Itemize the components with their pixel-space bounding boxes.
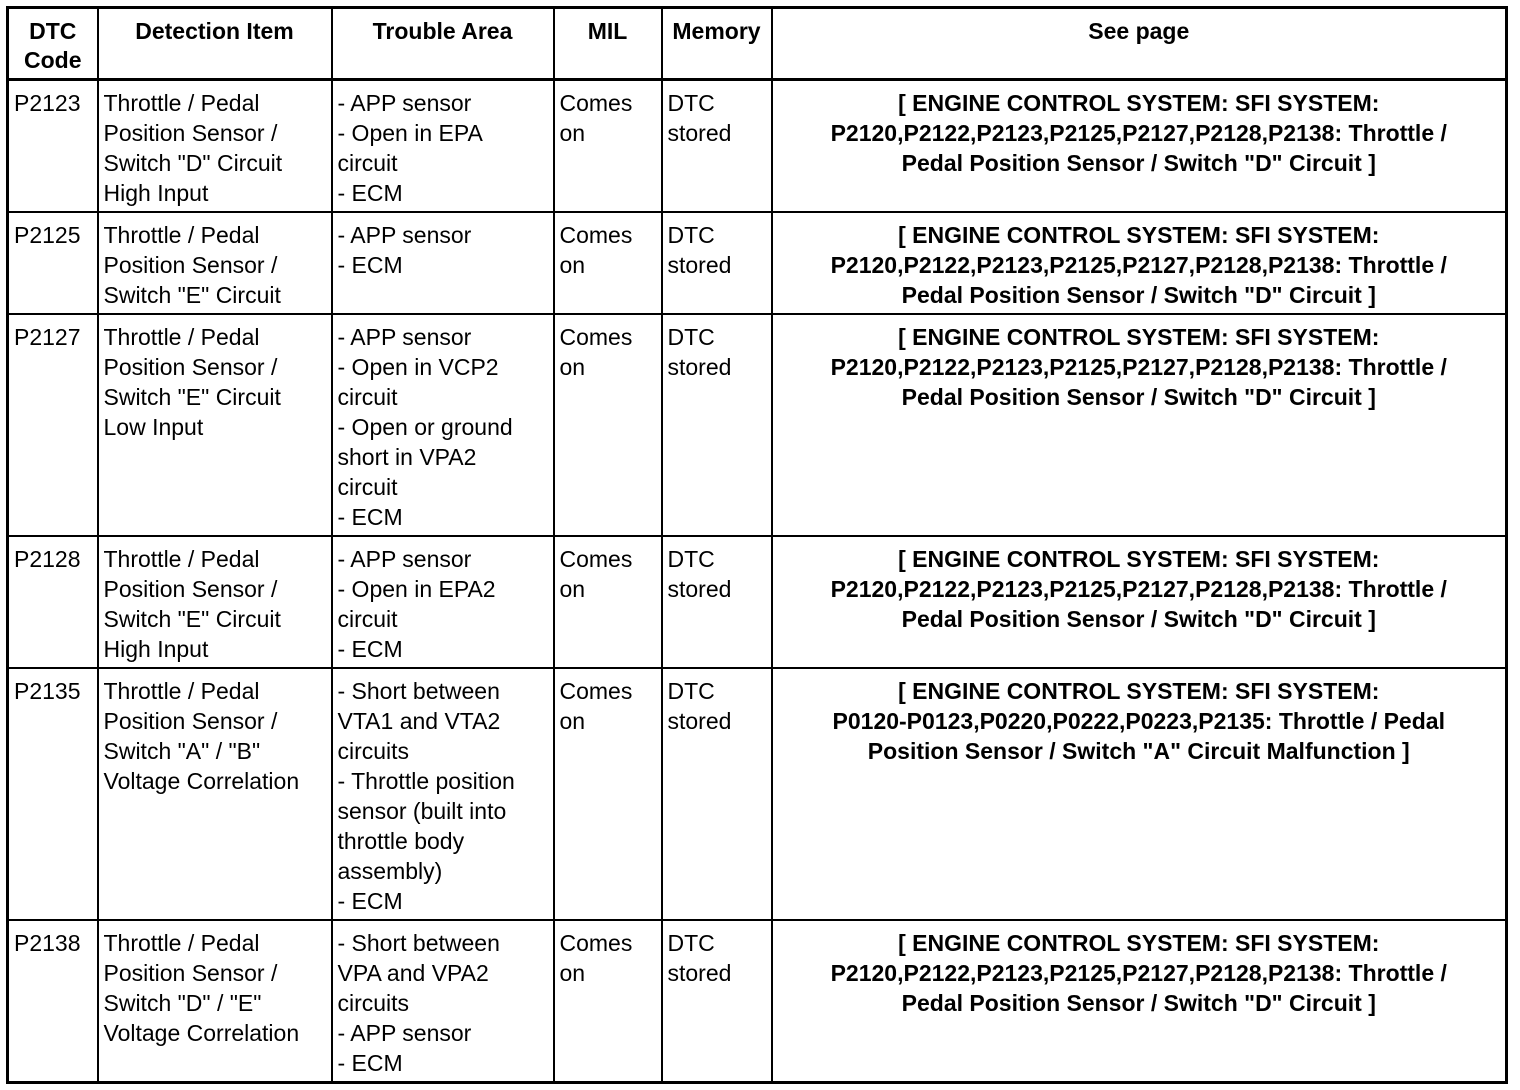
memory-cell [662,920,772,1083]
mil-cell-line: Comes [559,545,633,572]
see-page-cell-line: P0120-P0123,P0220,P0222,P0223,P2135: Throttle / Pedal [832,707,1445,734]
dtc-table [6,6,1508,1084]
see-page-cell-line: [ ENGINE CONTROL SYSTEM: SFI SYSTEM: [898,545,1380,572]
detection-item-cell [98,668,332,920]
header-row [8,8,1507,80]
table-body [8,80,1507,1083]
trouble-area-cell [332,212,554,314]
mil-cell-line: Comes [559,677,633,704]
see-page-cell [772,920,1507,1083]
see-page-cell-line: [ ENGINE CONTROL SYSTEM: SFI SYSTEM: [898,90,1380,116]
detection-item-cell-line: Position Sensor / [103,959,278,986]
trouble-area-cell-line: circuit [337,383,398,410]
detection-item-cell-line: Position Sensor / [103,120,278,146]
table-row [8,536,1507,668]
trouble-area-cell-line: - ECM [337,635,403,662]
header-dtc-code-line: Code [24,47,82,73]
memory-cell-line: DTC [667,677,715,704]
memory-cell-line: DTC [667,929,715,956]
mil-cell-line: Comes [559,90,633,116]
trouble-area-cell-line: - ECM [337,887,403,914]
detection-item-cell-line: Switch "E" Circuit [103,281,281,308]
trouble-area-cell-line: throttle body [337,827,465,854]
mil-cell-line: on [559,707,586,734]
trouble-area-cell-line: - Open in EPA [337,120,483,146]
memory-cell [662,314,772,536]
dtc-code-cell: P2125 [8,212,98,314]
trouble-area-cell-line: circuit [337,473,398,500]
detection-item-cell [98,314,332,536]
header-memory: Memory [662,8,772,80]
trouble-area-cell-line: - APP sensor [337,323,472,350]
mil-cell-line: on [559,251,586,278]
trouble-area-cell-line: VPA and VPA2 [337,959,489,986]
memory-cell [662,668,772,920]
mil-cell-line: on [559,353,586,380]
memory-cell-line: DTC [667,90,715,116]
detection-item-cell-line: Position Sensor / [103,353,278,380]
see-page-cell-line: Pedal Position Sensor / Switch "D" Circuit ] [901,605,1376,632]
dtc-code-cell: P2138 [8,920,98,1083]
trouble-area-cell [332,314,554,536]
mil-cell-line: Comes [559,929,633,956]
mil-cell [554,536,662,668]
trouble-area-cell-line: circuit [337,605,398,632]
memory-cell-line: DTC [667,545,715,572]
mil-cell [554,212,662,314]
trouble-area-cell-line: - ECM [337,251,403,278]
detection-item-cell-line: Throttle / Pedal [103,221,260,248]
see-page-cell-line: [ ENGINE CONTROL SYSTEM: SFI SYSTEM: [898,323,1380,350]
detection-item-cell-line: Switch "D" / "E" [103,989,262,1016]
table-row [8,920,1507,1083]
header-mil: MIL [554,8,662,80]
detection-item-cell-line: Voltage Correlation [103,767,300,794]
mil-cell-line: Comes [559,323,633,350]
detection-item-cell-line: Voltage Correlation [103,1019,300,1046]
table-row [8,212,1507,314]
memory-cell-line: DTC [667,323,715,350]
trouble-area-cell-line: short in VPA2 [337,443,477,470]
detection-item-cell [98,80,332,212]
detection-item-cell-line: Position Sensor / [103,251,278,278]
trouble-area-cell-line: - Open in VCP2 [337,353,499,380]
trouble-area-cell-line: - Throttle position [337,767,515,794]
see-page-cell-line: [ ENGINE CONTROL SYSTEM: SFI SYSTEM: [898,677,1380,704]
detection-item-cell-line: Throttle / Pedal [103,545,260,572]
memory-cell-line: stored [667,575,732,602]
see-page-cell [772,80,1507,212]
mil-cell-line: on [559,575,586,602]
trouble-area-cell-line: - ECM [337,1049,403,1076]
see-page-cell-line: P2120,P2122,P2123,P2125,P2127,P2128,P2138: Throttle / [830,959,1447,986]
see-page-cell [772,212,1507,314]
see-page-cell [772,536,1507,668]
trouble-area-cell [332,668,554,920]
see-page-cell-line: P2120,P2122,P2123,P2125,P2127,P2128,P2138: Throttle / [830,120,1447,146]
memory-cell [662,212,772,314]
see-page-cell-line: P2120,P2122,P2123,P2125,P2127,P2128,P2138: Throttle / [830,251,1447,278]
memory-cell-line: stored [667,707,732,734]
table-header [8,8,1507,80]
dtc-code-cell: P2128 [8,536,98,668]
detection-item-cell [98,212,332,314]
trouble-area-cell-line: - Short between [337,677,500,704]
mil-cell [554,920,662,1083]
detection-item-cell-line: Switch "A" / "B" [103,737,261,764]
trouble-area-cell-line: circuit [337,150,398,176]
trouble-area-cell-line: - ECM [337,180,403,206]
see-page-cell [772,314,1507,536]
mil-cell-line: on [559,959,586,986]
table-row [8,314,1507,536]
detection-item-cell-line: High Input [103,635,209,662]
see-page-cell-line: P2120,P2122,P2123,P2125,P2127,P2128,P2138: Throttle / [830,575,1447,602]
trouble-area-cell-line: sensor (built into [337,797,507,824]
detection-item-cell-line: Throttle / Pedal [103,90,260,116]
mil-cell [554,314,662,536]
detection-item-cell-line: Switch "D" Circuit [103,150,283,176]
dtc-code-cell: P2123 [8,80,98,212]
trouble-area-cell-line: - Short between [337,929,500,956]
dtc-code-cell: P2135 [8,668,98,920]
trouble-area-cell-line: - Open in EPA2 [337,575,496,602]
detection-item-cell [98,920,332,1083]
header-see-page: See page [772,8,1507,80]
header-trouble-area: Trouble Area [332,8,554,80]
see-page-cell-line: Position Sensor / Switch "A" Circuit Malfunction ] [867,737,1410,764]
trouble-area-cell-line: circuits [337,737,410,764]
see-page-cell [772,668,1507,920]
header-detection-item: Detection Item [98,8,332,80]
header-dtc-code-line: DTC [29,18,77,44]
trouble-area-cell-line: circuits [337,989,410,1016]
see-page-cell-line: [ ENGINE CONTROL SYSTEM: SFI SYSTEM: [898,929,1380,956]
see-page-cell-line: Pedal Position Sensor / Switch "D" Circuit ] [901,383,1376,410]
detection-item-cell-line: Throttle / Pedal [103,323,260,350]
see-page-cell-line: Pedal Position Sensor / Switch "D" Circuit ] [901,150,1376,176]
detection-item-cell-line: Position Sensor / [103,707,278,734]
memory-cell-line: stored [667,353,732,380]
trouble-area-cell [332,920,554,1083]
memory-cell [662,536,772,668]
mil-cell-line: Comes [559,221,633,248]
see-page-cell-line: P2120,P2122,P2123,P2125,P2127,P2128,P2138: Throttle / [830,353,1447,380]
memory-cell [662,80,772,212]
table-row [8,80,1507,212]
trouble-area-cell-line: assembly) [337,857,443,884]
trouble-area-cell [332,536,554,668]
detection-item-cell-line: Throttle / Pedal [103,677,260,704]
mil-cell [554,80,662,212]
detection-item-cell-line: Position Sensor / [103,575,278,602]
trouble-area-cell-line: - APP sensor [337,545,472,572]
mil-cell-line: on [559,120,586,146]
detection-item-cell-line: Switch "E" Circuit [103,383,281,410]
see-page-cell-line: Pedal Position Sensor / Switch "D" Circuit ] [901,281,1376,308]
detection-item-cell-line: Throttle / Pedal [103,929,260,956]
memory-cell-line: stored [667,959,732,986]
detection-item-cell-line: Switch "E" Circuit [103,605,281,632]
detection-item-cell-line: Low Input [103,413,204,440]
trouble-area-cell-line: - ECM [337,503,403,530]
trouble-area-cell-line: - Open or ground [337,413,513,440]
trouble-area-cell-line: VTA1 and VTA2 [337,707,501,734]
table-row [8,668,1507,920]
memory-cell-line: stored [667,251,732,278]
header-dtc-code [8,8,98,80]
memory-cell-line: DTC [667,221,715,248]
trouble-area-cell [332,80,554,212]
see-page-cell-line: [ ENGINE CONTROL SYSTEM: SFI SYSTEM: [898,221,1380,248]
detection-item-cell-line: High Input [103,180,209,206]
memory-cell-line: stored [667,120,732,146]
dtc-code-cell: P2127 [8,314,98,536]
trouble-area-cell-line: - APP sensor [337,221,472,248]
see-page-cell-line: Pedal Position Sensor / Switch "D" Circuit ] [901,989,1376,1016]
mil-cell [554,668,662,920]
trouble-area-cell-line: - APP sensor [337,1019,472,1046]
trouble-area-cell-line: - APP sensor [337,90,472,116]
detection-item-cell [98,536,332,668]
